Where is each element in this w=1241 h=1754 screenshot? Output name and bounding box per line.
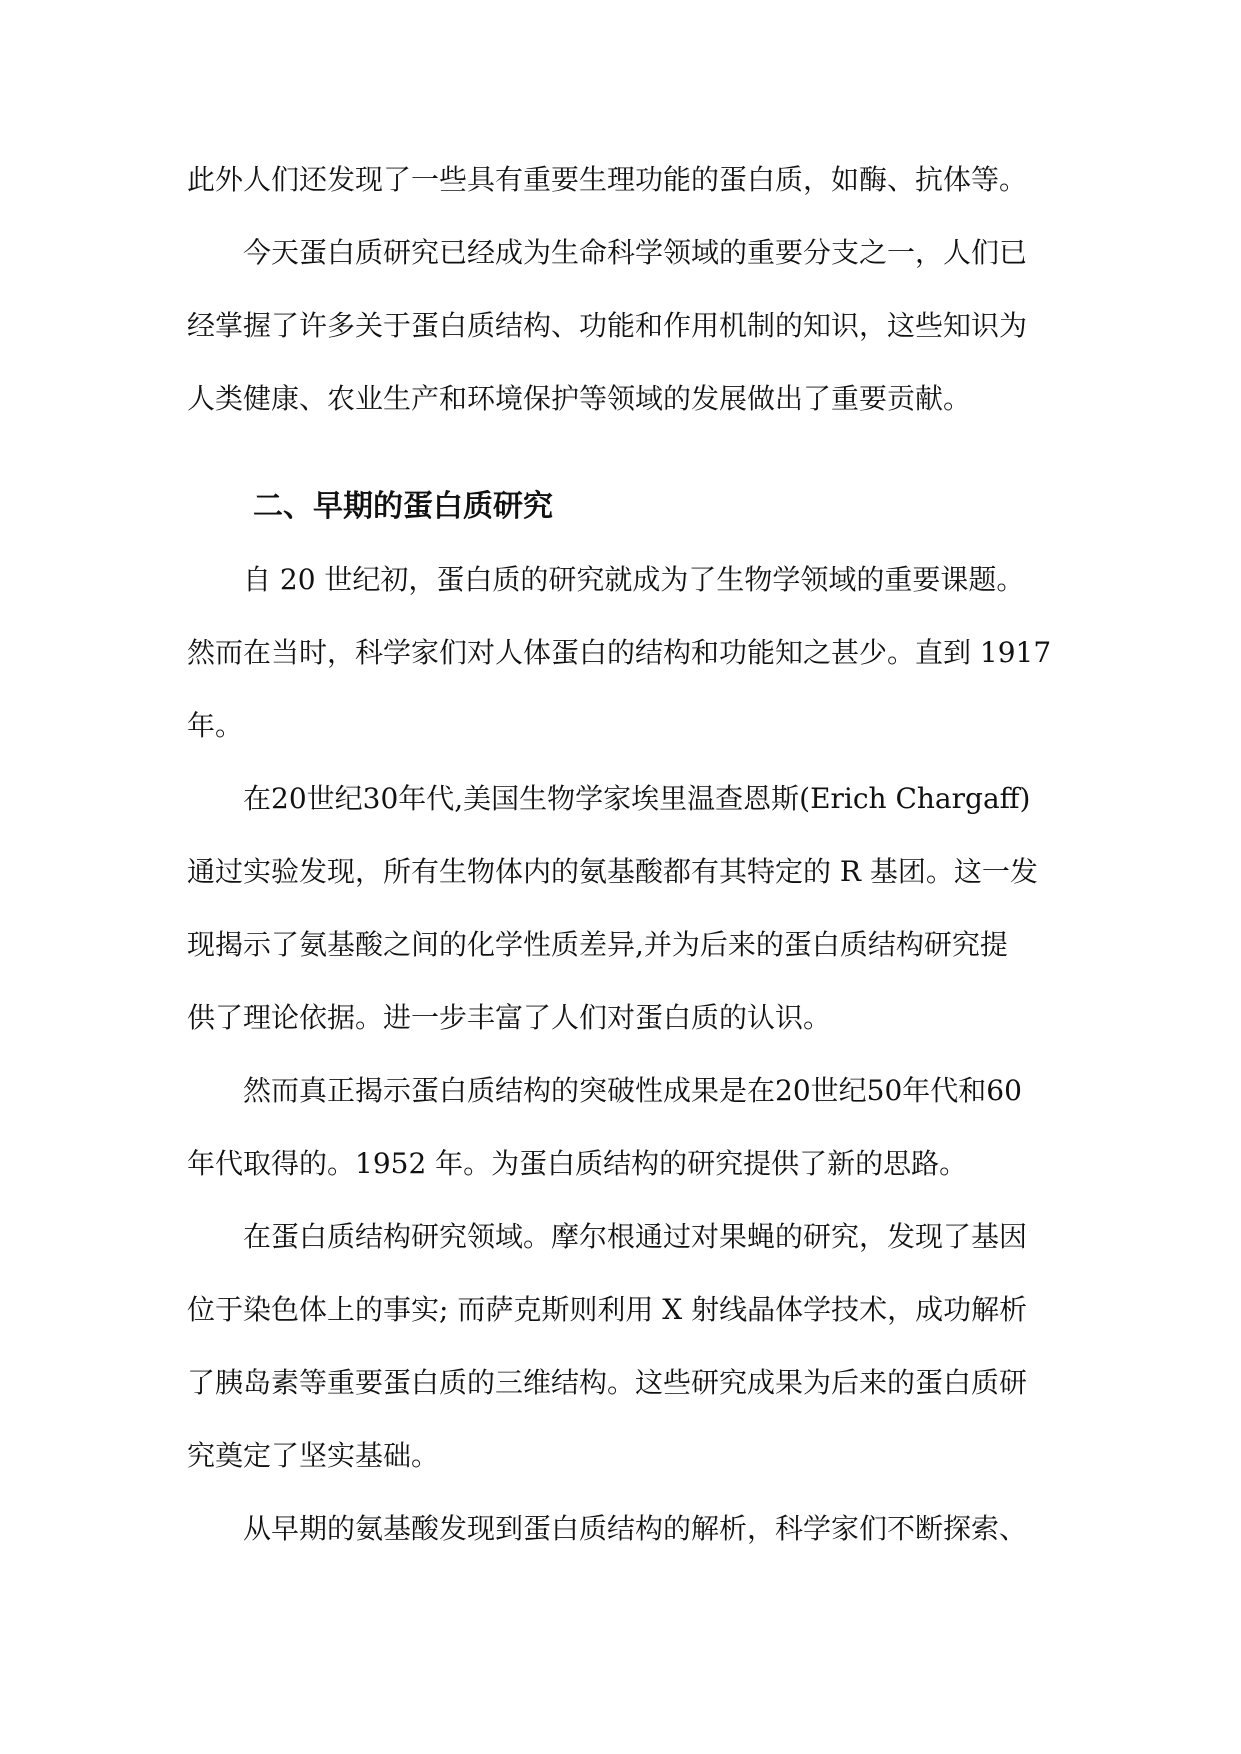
text-line: 在20世纪30年代,美国生物学家埃里温查恩斯(Erich Chargaff) — [243, 782, 1031, 815]
text-line: 从早期的氨基酸发现到蛋白质结构的解析，科学家们不断探索、 — [243, 1512, 1028, 1545]
paragraph-chargaff — [187, 762, 1055, 1054]
text-line: 现揭示了氨基酸之间的化学性质差异,并为后来的蛋白质结构研究提 — [187, 928, 1008, 961]
text-line: 位于染色体上的事实; 而萨克斯则利用 X 射线晶体学技术，成功解析 — [187, 1293, 1028, 1326]
text-line: 了胰岛素等重要蛋白质的三维结构。这些研究成果为后来的蛋白质研 — [187, 1366, 1028, 1399]
text-line: 人类健康、农业生产和环境保护等领域的发展做出了重要贡献。 — [187, 382, 972, 415]
text-line: 供了理论依据。进一步丰富了人们对蛋白质的认识。 — [187, 1001, 832, 1034]
text-line: 年。 — [187, 709, 244, 742]
paragraph-exploration — [187, 1492, 1055, 1565]
text-line: 经掌握了许多关于蛋白质结构、功能和作用机制的知识，这些知识为 — [187, 309, 1028, 342]
spacer — [187, 435, 1055, 470]
paragraph-breakthrough — [187, 1054, 1055, 1200]
section-heading: 二、早期的蛋白质研究 — [253, 489, 553, 524]
text-line: 究奠定了坚实基础。 — [187, 1439, 440, 1472]
text-line: 此外人们还发现了一些具有重要生理功能的蛋白质，如酶、抗体等。 — [187, 163, 1028, 196]
text-line: 然而真正揭示蛋白质结构的突破性成果是在20世纪50年代和60 — [243, 1074, 1022, 1107]
text-line: 在蛋白质结构研究领域。摩尔根通过对果蝇的研究，发现了基因 — [243, 1220, 1028, 1253]
text-line: 年代取得的。1952 年。为蛋白质结构的研究提供了新的思路。 — [187, 1147, 968, 1180]
paragraph-early-20th-century — [187, 543, 1055, 762]
text-line: 今天蛋白质研究已经成为生命科学领域的重要分支之一，人们已 — [243, 236, 1028, 269]
intro-paragraph — [187, 143, 1055, 216]
paragraph-structure-research — [187, 1200, 1055, 1492]
document-body — [187, 143, 1055, 1565]
text-line: 自 20 世纪初，蛋白质的研究就成为了生物学领域的重要课题。 — [243, 563, 1025, 596]
text-line: 然而在当时，科学家们对人体蛋白的结构和功能知之甚少。直到 1917 — [187, 636, 1052, 669]
text-line: 通过实验发现，所有生物体内的氨基酸都有其特定的 R 基团。这一发 — [187, 855, 1038, 888]
paragraph-protein-research-today — [187, 216, 1055, 435]
